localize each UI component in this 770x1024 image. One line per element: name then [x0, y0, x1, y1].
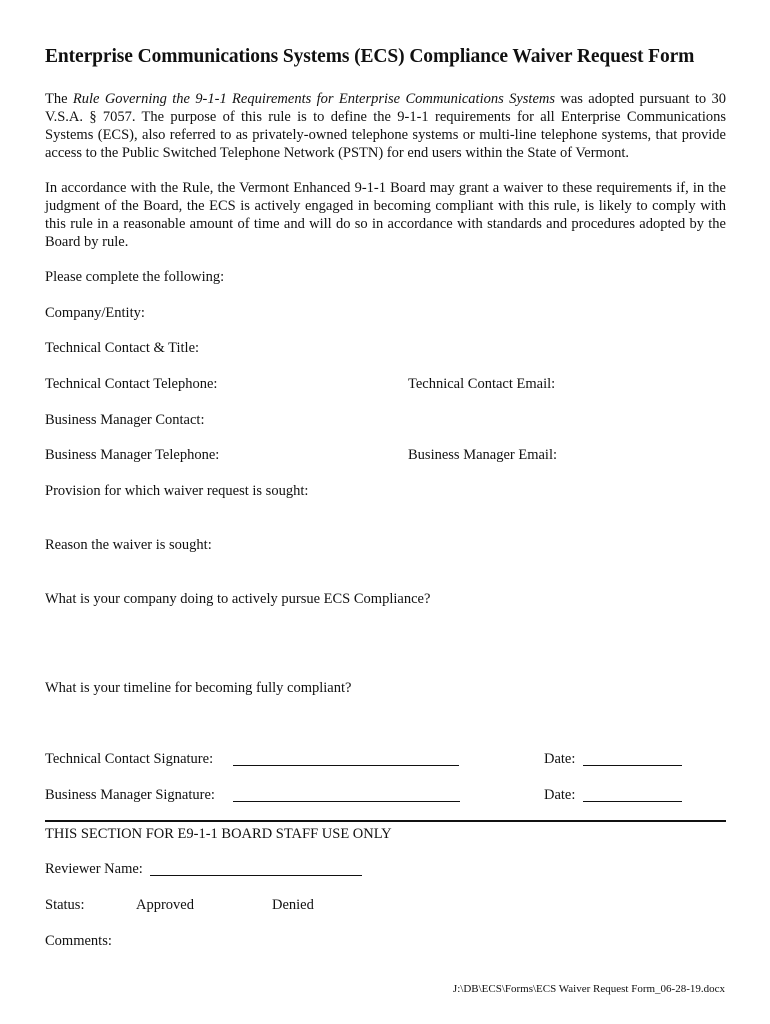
status-denied-option[interactable]: Denied: [272, 897, 314, 913]
tech-email-label: Technical Contact Email:: [408, 376, 556, 392]
tech-signature-line[interactable]: [233, 765, 459, 766]
staff-section-heading: THIS SECTION FOR E9-1-1 BOARD STAFF USE ONLY: [45, 826, 392, 842]
biz-phone-label: Business Manager Telephone:: [45, 447, 220, 463]
tech-signature-label: Technical Contact Signature:: [45, 751, 214, 767]
biz-date-line[interactable]: [583, 801, 682, 802]
section-divider: [45, 820, 726, 822]
accordance-paragraph: In accordance with the Rule, the Vermont Enhanced 9-1-1 Board may grant a waiver to these requirements if, in the judgment of the Board, the ECS is actively engaged in becoming compliant with this rule, is likely to comply with this rule in a reasonable amount of time and will do so in accordance with standards and procedures adopted by the Board by rule.: [45, 180, 726, 250]
provision-label: Provision for which waiver request is sought:: [45, 483, 309, 499]
reviewer-label: Reviewer Name:: [45, 861, 143, 877]
status-label: Status:: [45, 897, 85, 913]
company-label: Company/Entity:: [45, 305, 145, 321]
biz-contact-label: Business Manager Contact:: [45, 412, 205, 428]
tech-date-line[interactable]: [583, 765, 682, 766]
status-approved-option[interactable]: Approved: [136, 897, 194, 913]
pursue-label: What is your company doing to actively pursue ECS Compliance?: [45, 591, 431, 607]
tech-phone-label: Technical Contact Telephone:: [45, 376, 218, 392]
intro-prefix: The: [45, 91, 73, 107]
biz-signature-label: Business Manager Signature:: [45, 787, 215, 803]
tech-date-label: Date:: [544, 751, 576, 767]
comments-label: Comments:: [45, 933, 112, 949]
please-complete-text: Please complete the following:: [45, 269, 225, 285]
timeline-label: What is your timeline for becoming fully compliant?: [45, 680, 352, 696]
biz-date-label: Date:: [544, 787, 576, 803]
tech-contact-label: Technical Contact & Title:: [45, 340, 200, 356]
reviewer-line[interactable]: [150, 875, 362, 876]
file-path-footer: J:\DB\ECS\Forms\ECS Waiver Request Form_06-28-19.docx: [452, 983, 725, 995]
intro-paragraph: [45, 90, 726, 162]
biz-email-label: Business Manager Email:: [408, 447, 558, 463]
reason-label: Reason the waiver is sought:: [45, 537, 212, 553]
intro-suffix: was adopted pursuant to 30 V.S.A. § 7057. The purpose of this rule is to define the 9-1-1 requirements for all Enterprise Communications Systems (ECS), also referred to as privately-owned telephone systems or multi-line telephone systems, that provide access to the Public Switched Telephone Network (PSTN) for end users within the State of Vermont.: [45, 91, 726, 161]
rule-name: Rule Governing the 9-1-1 Requirements for Enterprise Communications Systems: [72, 91, 556, 107]
biz-signature-line[interactable]: [233, 801, 460, 802]
form-title: Enterprise Communications Systems (ECS) Compliance Waiver Request Form: [45, 46, 695, 67]
